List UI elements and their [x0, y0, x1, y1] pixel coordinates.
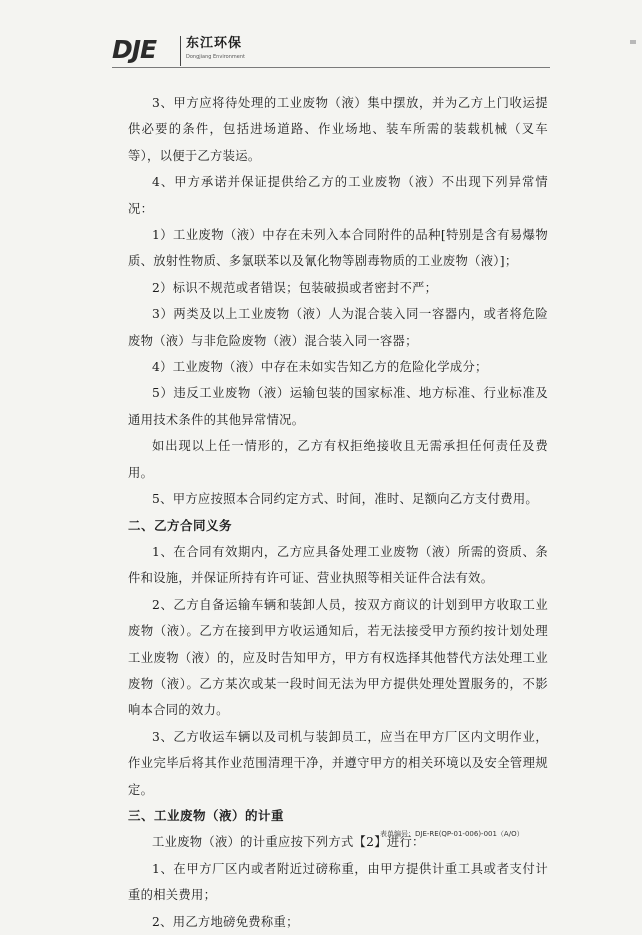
- paragraph: 3、乙方收运车辆以及司机与装卸员工，应当在甲方厂区内文明作业，作业完毕后将其作业范围清理干净，并遵守甲方的相关环境以及安全管理规定。: [128, 729, 548, 797]
- document-body: [128, 90, 548, 935]
- section-heading: 三、工业废物（液）的计重: [128, 807, 285, 823]
- paragraph: 3）两类及以上工业废物（液）人为混合装入同一容器内，或者将危险废物（液）与非危险废物（液）混合装入同一容器；: [128, 307, 548, 348]
- paragraph: 4）工业废物（液）中存在未如实告知乙方的危险化学成分；: [152, 360, 488, 375]
- paragraph: 4、甲方承诺并保证提供给乙方的工业废物（液）不出现下列异常情况：: [128, 175, 548, 216]
- logo-divider: [180, 36, 181, 66]
- paragraph: 如出现以上任一情形的，乙方有权拒绝接收且无需承担任何责任及费用。: [128, 439, 548, 480]
- paragraph: 1、在合同有效期内，乙方应具备处理工业废物（液）所需的资质、条件和设施，并保证所持有许可证、营业执照等相关证件合法有效。: [128, 544, 548, 586]
- company-logo: [112, 34, 262, 70]
- paragraph: 5）违反工业废物（液）运输包装的国家标准、地方标准、行业标准及通用技术条件的其他异常情况。: [128, 386, 548, 427]
- header-rule: [112, 67, 550, 68]
- scan-edge-mark: [630, 40, 636, 44]
- paragraph: 2）标识不规范或者错误；包装破损或者密封不严；: [152, 280, 438, 295]
- form-number: 表单编号：DJE-RE(QP-01-006)-001（A/O）: [380, 830, 524, 838]
- paragraph: 3、甲方应将待处理的工业废物（液）集中摆放，并为乙方上门收运提供必要的条件，包括进场道路、作业场地、装车所需的装载机械（叉车等），以便于乙方装运。: [128, 96, 548, 163]
- paragraph: 工业废物（液）的计重应按下列方式【2】进行：: [152, 835, 425, 850]
- company-name-cn: 东江环保: [186, 36, 243, 51]
- section-heading: 二、乙方合同义务: [128, 517, 233, 533]
- paragraph: 2、用乙方地磅免费称重；: [152, 914, 299, 929]
- company-name-en: Dongjiang Environment: [186, 54, 245, 60]
- paragraph: 1、在甲方厂区内或者附近过磅称重，由甲方提供计重工具或者支付计重的相关费用；: [128, 861, 548, 903]
- paragraph: 5、甲方应按照本合同约定方式、时间，准时、足额向乙方支付费用。: [152, 492, 539, 507]
- paragraph: 2、乙方自备运输车辆和装卸人员，按双方商议的计划到甲方收取工业废物（液）。乙方在接到甲方收运通知后，若无法接受甲方预约按计划处理工业废物（液）的，应及时告知甲方，甲方有权选择其他替代方法处理工业废物（液）。乙方某次或某一段时间无法为甲方提供处理处置服务的，不影响本合同的效力。: [128, 597, 548, 718]
- paragraph: 1）工业废物（液）中存在未列入本合同附件的品种[特别是含有易爆物质、放射性物质、多氯联苯以及氰化物等剧毒物质的工业废物（液）]；: [128, 228, 548, 269]
- logo-mark: DJE: [112, 35, 157, 64]
